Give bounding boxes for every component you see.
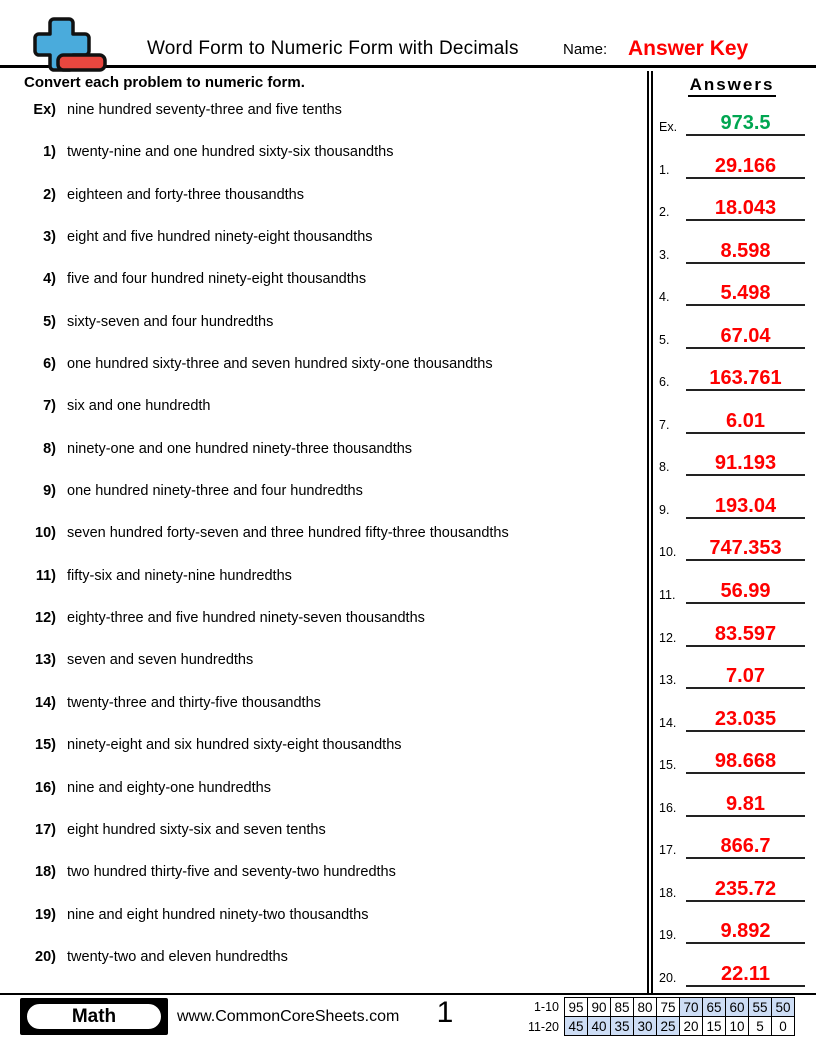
answer-value: 747.353 <box>686 537 805 561</box>
score-range-11-20: 11-20 <box>527 1019 559 1034</box>
problem-row <box>24 949 647 991</box>
worksheet-header <box>0 0 816 68</box>
plus-minus-logo-svg <box>31 14 109 73</box>
answer-value: 22.11 <box>686 963 805 987</box>
problem-text: nine hundred seventy-three and five tenths <box>67 102 342 118</box>
score-row-top <box>565 998 795 1017</box>
score-cell: 90 <box>588 998 611 1017</box>
problem-text: nine and eighty-one hundredths <box>67 779 271 796</box>
score-range-labels <box>528 998 564 1036</box>
problem-row <box>24 695 647 737</box>
answer-number: 5. <box>659 332 670 347</box>
answer-value: 9.81 <box>686 793 805 817</box>
answer-row <box>659 136 805 179</box>
answer-number: Ex. <box>659 120 678 134</box>
problem-row <box>24 144 647 186</box>
score-cell: 85 <box>611 998 634 1017</box>
answer-row <box>659 179 805 222</box>
problem-number: 13) <box>35 652 56 669</box>
answers-title: Answers <box>659 71 805 99</box>
answer-row <box>659 476 805 519</box>
score-cell: 75 <box>657 998 680 1017</box>
problem-number: 8) <box>43 440 56 457</box>
problem-text: one hundred ninety-three and four hundredths <box>67 483 363 500</box>
answer-value: 29.166 <box>686 155 805 179</box>
score-cell: 45 <box>565 1017 588 1036</box>
answer-value: 83.597 <box>686 623 805 647</box>
instruction-text: Convert each problem to numeric form. <box>24 74 305 91</box>
score-cell: 55 <box>749 998 772 1017</box>
problem-number: 7) <box>43 398 56 415</box>
answer-number: 10. <box>659 545 677 560</box>
answer-value: 9.892 <box>686 920 805 944</box>
answer-number: 14. <box>659 715 677 730</box>
problem-row <box>24 525 647 567</box>
answer-number: 4. <box>659 290 670 305</box>
problem-number: 20) <box>35 948 56 965</box>
problem-text: five and four hundred ninety-eight thousandths <box>67 271 367 288</box>
score-cell: 5 <box>749 1017 772 1036</box>
problem-row <box>24 441 647 483</box>
problem-row <box>24 610 647 652</box>
answer-row <box>659 732 805 775</box>
answer-row <box>659 391 805 434</box>
answer-value: 235.72 <box>686 878 805 902</box>
answer-value: 973.5 <box>686 112 805 136</box>
score-range-1-10: 1-10 <box>533 999 559 1014</box>
website-text: www.CommonCoreSheets.com <box>177 1008 400 1025</box>
problem-text: nine and eight hundred ninety-two thousandths <box>67 906 369 923</box>
problem-row <box>24 356 647 398</box>
problem-row <box>24 568 647 610</box>
answer-value: 98.668 <box>686 750 805 774</box>
problem-text: one hundred sixty-three and seven hundred sixty-one thousandths <box>67 356 493 373</box>
answer-value: 18.043 <box>686 197 805 221</box>
subject-label: Math <box>25 1002 163 1031</box>
score-cell: 15 <box>703 1017 726 1036</box>
score-cell: 95 <box>565 998 588 1017</box>
answer-row <box>659 902 805 945</box>
problem-text: seven hundred forty-seven and three hundred fifty-three thousandths <box>67 525 509 542</box>
subject-badge <box>20 998 168 1035</box>
score-cell: 70 <box>680 998 703 1017</box>
score-cell: 65 <box>703 998 726 1017</box>
problem-number: 1) <box>43 144 56 161</box>
answer-number: 6. <box>659 375 670 390</box>
problem-number: 5) <box>43 313 56 330</box>
answer-row <box>659 221 805 264</box>
answer-row <box>659 434 805 477</box>
problem-row <box>24 483 647 525</box>
problem-text: twenty-three and thirty-five thousandths <box>67 694 321 711</box>
answer-row <box>659 774 805 817</box>
answer-number: 18. <box>659 885 677 900</box>
answer-number: 19. <box>659 928 677 943</box>
answer-row <box>659 817 805 860</box>
problem-text: eighteen and forty-three thousandths <box>67 186 304 203</box>
problem-row <box>24 271 647 313</box>
problem-text: twenty-two and eleven hundredths <box>67 948 288 965</box>
answer-value: 866.7 <box>686 835 805 859</box>
score-cell: 35 <box>611 1017 634 1036</box>
page-number: 1 <box>436 996 454 1029</box>
score-row-bottom <box>565 1017 795 1036</box>
problem-row <box>24 229 647 271</box>
worksheet-footer <box>0 993 816 1036</box>
score-cell: 10 <box>726 1017 749 1036</box>
answer-value: 91.193 <box>686 452 805 476</box>
problem-number: 16) <box>35 779 56 796</box>
answer-row <box>659 944 805 987</box>
answer-row <box>659 306 805 349</box>
answer-number: 17. <box>659 843 677 858</box>
problem-number: 15) <box>35 737 56 754</box>
answer-number: 3. <box>659 247 670 262</box>
answer-row <box>659 604 805 647</box>
answer-value: 7.07 <box>686 665 805 689</box>
problem-number: 4) <box>43 271 56 288</box>
problem-text: sixty-seven and four hundredths <box>67 313 274 330</box>
problem-row <box>24 907 647 949</box>
answer-value: 67.04 <box>686 325 805 349</box>
answer-number: 8. <box>659 460 670 475</box>
answer-row <box>659 859 805 902</box>
worksheet-body <box>0 71 816 993</box>
score-cell: 40 <box>588 1017 611 1036</box>
problem-number: 6) <box>43 356 56 373</box>
answer-row <box>659 647 805 690</box>
problem-number: 19) <box>35 906 56 923</box>
score-cell: 80 <box>634 998 657 1017</box>
problem-text: ninety-one and one hundred ninety-three thousandths <box>67 440 413 457</box>
problem-row <box>24 780 647 822</box>
problem-number: 10) <box>35 525 56 542</box>
problem-text: seven and seven hundredths <box>67 652 254 669</box>
answer-row <box>659 561 805 604</box>
answers-list <box>659 99 805 987</box>
problem-number: 18) <box>35 864 56 881</box>
answer-row <box>659 349 805 392</box>
answer-value: 163.761 <box>686 367 805 391</box>
problem-text: two hundred thirty-five and seventy-two hundredths <box>67 864 396 881</box>
answer-number: 13. <box>659 673 677 688</box>
answer-row <box>659 99 805 136</box>
answer-number: 20. <box>659 970 677 985</box>
answer-number: 2. <box>659 205 670 220</box>
problems-column <box>0 71 647 993</box>
problem-text: eighty-three and five hundred ninety-seven thousandths <box>67 610 425 627</box>
problem-row <box>24 187 647 229</box>
score-key <box>528 997 795 1036</box>
problem-text: fifty-six and ninety-nine hundredths <box>67 567 292 584</box>
problem-text: eight and five hundred ninety-eight thousandths <box>67 229 373 246</box>
score-cell: 30 <box>634 1017 657 1036</box>
page-title: Word Form to Numeric Form with Decimals <box>147 38 519 59</box>
problem-row <box>24 102 647 144</box>
answer-number: 12. <box>659 630 677 645</box>
problem-number: Ex) <box>33 102 56 118</box>
score-cell: 50 <box>772 998 795 1017</box>
answer-value: 23.035 <box>686 708 805 732</box>
answer-value: 6.01 <box>686 410 805 434</box>
score-table <box>564 997 795 1036</box>
problem-row <box>24 652 647 694</box>
problem-text: twenty-nine and one hundred sixty-six thousandths <box>67 144 394 161</box>
name-label: Name: <box>563 41 608 58</box>
answer-row <box>659 519 805 562</box>
problem-number: 3) <box>43 229 56 246</box>
answers-column <box>653 71 816 993</box>
answer-value: 5.498 <box>686 282 805 306</box>
problem-row <box>24 398 647 440</box>
answer-number: 11. <box>659 588 676 603</box>
answer-number: 15. <box>659 758 677 773</box>
answer-key-label: Answer Key <box>628 37 749 60</box>
problem-row <box>24 864 647 906</box>
problem-number: 12) <box>35 610 56 627</box>
answer-number: 9. <box>659 502 670 517</box>
problems-list <box>24 102 647 991</box>
problem-text: six and one hundredth <box>67 398 211 415</box>
score-cell: 25 <box>657 1017 680 1036</box>
answer-row <box>659 264 805 307</box>
problem-number: 11) <box>35 567 56 584</box>
problem-number: 17) <box>35 821 56 838</box>
problem-row <box>24 314 647 356</box>
answer-value: 193.04 <box>686 495 805 519</box>
answer-number: 16. <box>659 800 677 815</box>
score-cell: 0 <box>772 1017 795 1036</box>
score-cell: 60 <box>726 998 749 1017</box>
problem-row <box>24 822 647 864</box>
answer-value: 8.598 <box>686 240 805 264</box>
problem-row <box>24 737 647 779</box>
problem-text: ninety-eight and six hundred sixty-eight thousandths <box>67 737 402 754</box>
answer-value: 56.99 <box>686 580 805 604</box>
answer-number: 7. <box>659 417 670 432</box>
problem-text: eight hundred sixty-six and seven tenths <box>67 821 326 838</box>
problem-number: 2) <box>43 186 56 203</box>
answer-row <box>659 689 805 732</box>
plus-minus-logo-icon <box>31 14 109 78</box>
problem-number: 14) <box>35 694 56 711</box>
answer-number: 1. <box>659 162 670 177</box>
score-cell: 20 <box>680 1017 703 1036</box>
problem-number: 9) <box>43 483 56 500</box>
